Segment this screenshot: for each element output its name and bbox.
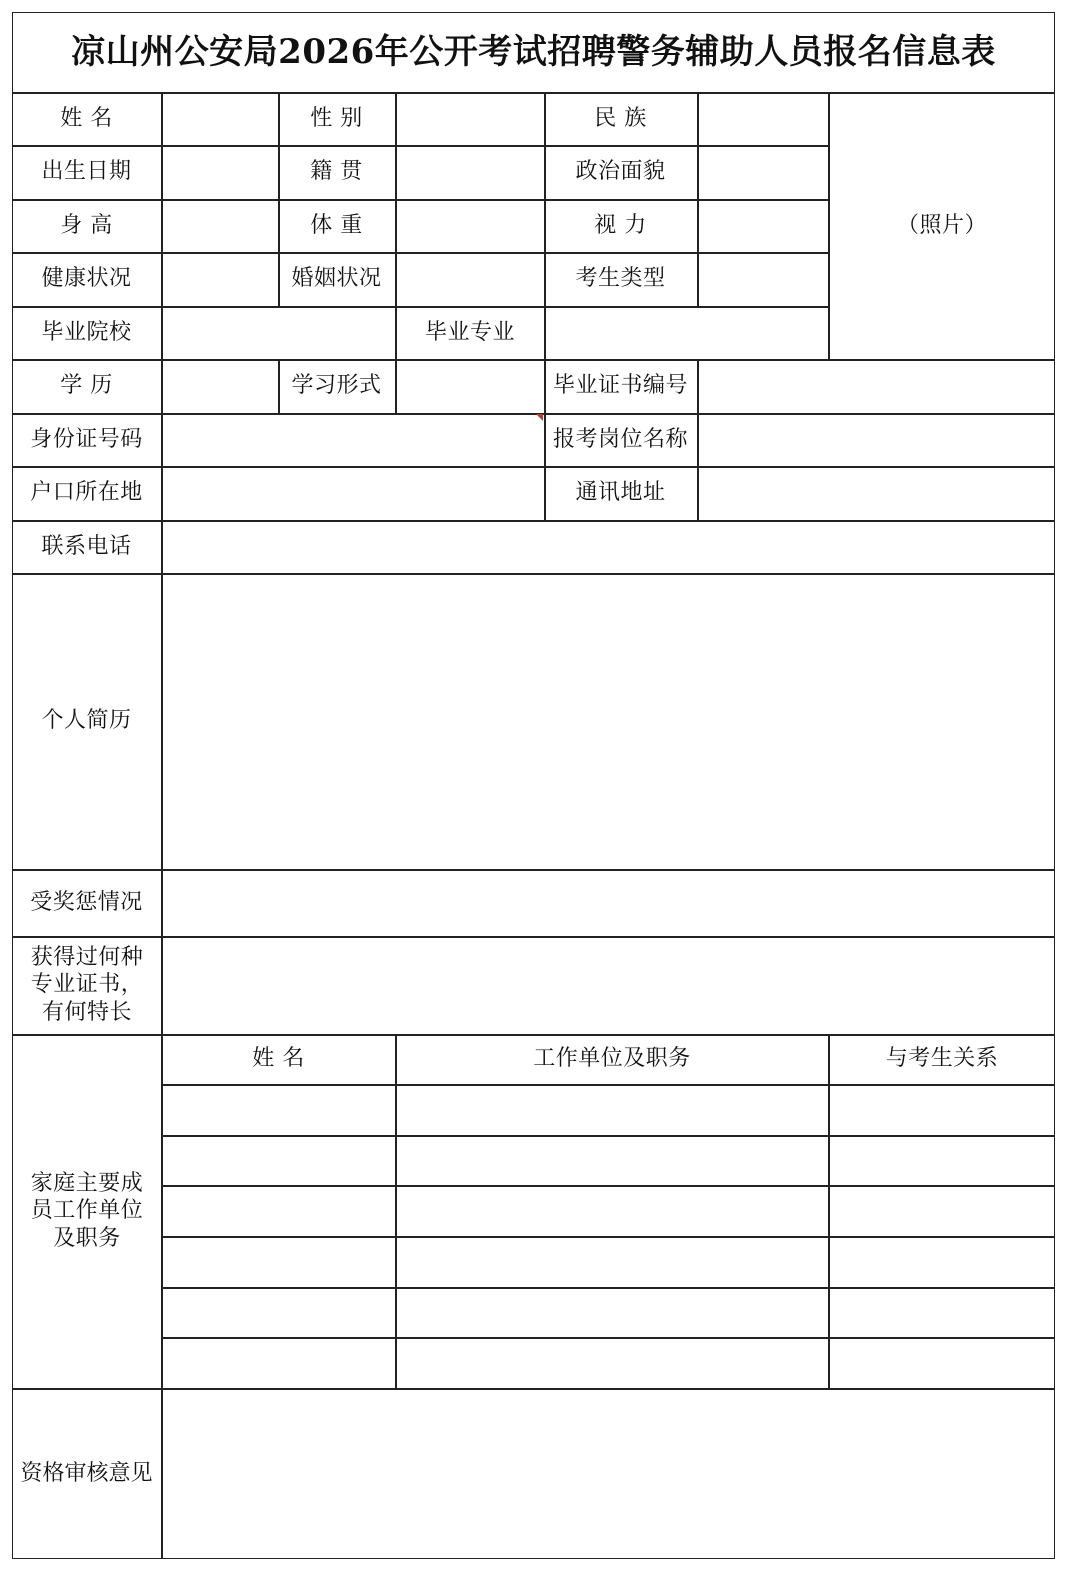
birth-date-field[interactable]: [162, 145, 278, 199]
label-position: 报考岗位名称: [552, 426, 688, 452]
family-row-5-relation[interactable]: [829, 1288, 1055, 1337]
label-name: 姓 名: [60, 105, 113, 131]
family-row-1-relation[interactable]: [829, 1085, 1055, 1135]
school-field[interactable]: [162, 306, 395, 359]
height-field[interactable]: [162, 199, 278, 252]
family-row-1-employer[interactable]: [396, 1085, 828, 1135]
family-row-6-employer[interactable]: [396, 1338, 828, 1388]
label-education: 学 历: [60, 373, 113, 399]
family-header-relation: 与考生关系: [885, 1046, 999, 1072]
name-field[interactable]: [162, 92, 278, 145]
education-field[interactable]: [162, 359, 278, 413]
phone-field[interactable]: [162, 520, 1055, 573]
label-school: 毕业院校: [41, 319, 132, 345]
weight-field[interactable]: [396, 199, 544, 252]
label-diploma-number: 毕业证书编号: [552, 373, 688, 399]
family-row-1-name[interactable]: [162, 1085, 395, 1135]
photo-area[interactable]: （照片）: [896, 212, 987, 238]
label-health: 健康状况: [41, 266, 132, 292]
position-field[interactable]: [698, 413, 1055, 466]
family-row-4-relation[interactable]: [829, 1237, 1055, 1287]
family-row-2-relation[interactable]: [829, 1136, 1055, 1185]
label-weight: 体 重: [310, 212, 363, 238]
label-political-status: 政治面貌: [575, 159, 666, 185]
label-id-number: 身份证号码: [30, 426, 143, 452]
candidate-type-field[interactable]: [698, 252, 828, 306]
ethnicity-field[interactable]: [698, 92, 828, 145]
diploma-number-field[interactable]: [698, 359, 1055, 413]
family-row-3-relation[interactable]: [829, 1186, 1055, 1236]
family-row-3-name[interactable]: [162, 1186, 395, 1236]
family-row-4-employer[interactable]: [396, 1237, 828, 1287]
marital-field[interactable]: [396, 252, 544, 306]
address-field[interactable]: [698, 466, 1055, 520]
label-vision: 视 力: [594, 212, 647, 238]
label-height: 身 高: [60, 212, 113, 238]
political-status-field[interactable]: [698, 145, 828, 199]
label-address: 通讯地址: [575, 480, 666, 506]
form-title: 凉山州公安局2026年公开考试招聘警务辅助人员报名信息表: [71, 31, 996, 72]
label-gender: 性 别: [310, 105, 363, 131]
label-review: 资格审核意见: [20, 1460, 153, 1486]
label-major: 毕业专业: [424, 319, 515, 345]
family-row-3-employer[interactable]: [396, 1186, 828, 1236]
native-place-field[interactable]: [396, 145, 544, 199]
label-phone: 联系电话: [41, 533, 132, 559]
family-row-6-name[interactable]: [162, 1338, 395, 1388]
hukou-field[interactable]: [162, 466, 544, 520]
family-row-2-name[interactable]: [162, 1136, 395, 1185]
label-study-mode: 学习形式: [291, 373, 382, 399]
label-family: 家庭主要成员工作单位及职务: [30, 1170, 144, 1251]
family-row-2-employer[interactable]: [396, 1136, 828, 1185]
family-row-5-name[interactable]: [162, 1288, 395, 1337]
family-header-name: 姓 名: [252, 1046, 305, 1072]
label-rewards: 受奖惩情况: [30, 889, 143, 915]
certificates-field[interactable]: [162, 936, 1055, 1034]
registration-form: [12, 12, 1055, 1559]
label-hukou: 户口所在地: [30, 480, 143, 506]
label-birth-date: 出生日期: [41, 159, 132, 185]
label-ethnicity: 民 族: [594, 105, 647, 131]
family-row-5-employer[interactable]: [396, 1288, 828, 1337]
vision-field[interactable]: [698, 199, 828, 252]
family-row-4-name[interactable]: [162, 1237, 395, 1287]
rewards-field[interactable]: [162, 869, 1055, 936]
label-candidate-type: 考生类型: [575, 266, 666, 292]
label-resume: 个人简历: [41, 708, 132, 734]
label-native-place: 籍 贯: [310, 159, 363, 185]
gender-field[interactable]: [396, 92, 544, 145]
study-mode-field[interactable]: [396, 359, 544, 413]
major-field[interactable]: [545, 306, 828, 359]
label-certificates: 获得过何种专业证书，有何特长: [30, 944, 144, 1025]
label-marital: 婚姻状况: [291, 266, 382, 292]
review-field[interactable]: [162, 1388, 1055, 1559]
health-field[interactable]: [162, 252, 278, 306]
id-number-field[interactable]: [162, 413, 544, 466]
family-row-6-relation[interactable]: [829, 1338, 1055, 1388]
family-header-employer: 工作单位及职务: [533, 1046, 691, 1072]
resume-field[interactable]: [162, 573, 1055, 869]
